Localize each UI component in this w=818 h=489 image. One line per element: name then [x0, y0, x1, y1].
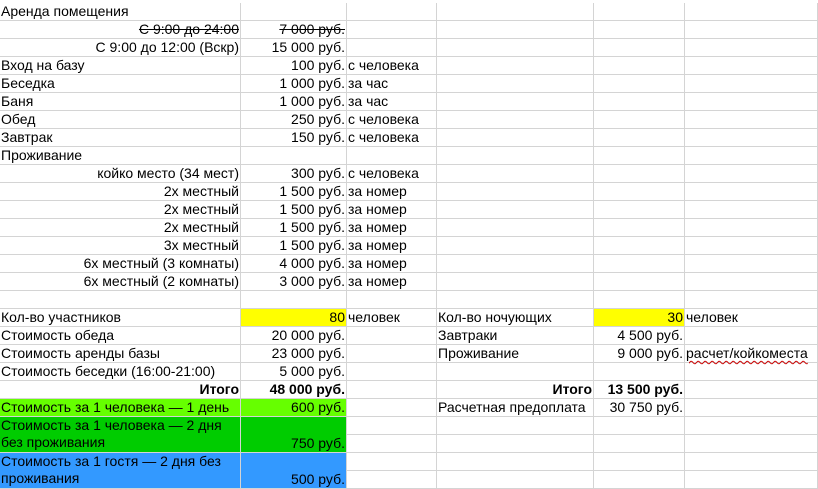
empty-cell[interactable]: [437, 165, 594, 183]
empty-cell[interactable]: [437, 219, 594, 237]
room-price[interactable]: 300 руб.: [241, 165, 347, 183]
room-unit[interactable]: за номер: [347, 237, 437, 255]
empty-cell[interactable]: [594, 3, 685, 21]
empty-cell[interactable]: [437, 93, 594, 111]
empty-cell[interactable]: [685, 291, 818, 309]
per-person-2day-value[interactable]: [241, 417, 347, 453]
participants-label[interactable]: Кол-во участников: [0, 309, 241, 327]
room-price[interactable]: 1 500 руб.: [241, 219, 347, 237]
guest-2day-value[interactable]: [241, 453, 347, 489]
empty-cell[interactable]: [437, 201, 594, 219]
service-price[interactable]: 100 руб.: [241, 57, 347, 75]
empty-cell[interactable]: [437, 237, 594, 255]
room-price[interactable]: 3 000 руб.: [241, 273, 347, 291]
empty-cell[interactable]: [685, 255, 818, 273]
empty-cell[interactable]: [685, 3, 818, 21]
guest-2day-label-line-1: Стоимость за 1 гостя — 2 дня без: [1, 453, 221, 469]
rental-slot2-label[interactable]: [0, 39, 241, 57]
empty-cell[interactable]: [685, 75, 818, 93]
service-name[interactable]: Завтрак: [0, 129, 241, 147]
empty-cell[interactable]: [594, 93, 685, 111]
lodging-cost-value[interactable]: 9 000 руб.: [594, 345, 685, 363]
room-unit[interactable]: за номер: [347, 219, 437, 237]
empty-cell[interactable]: [347, 327, 437, 345]
service-name[interactable]: Баня: [0, 93, 241, 111]
empty-cell[interactable]: [347, 399, 437, 417]
service-name[interactable]: Беседка: [0, 75, 241, 93]
overnight-label[interactable]: Кол-во ночующих: [437, 309, 594, 327]
empty-cell[interactable]: [594, 39, 685, 57]
empty-cell[interactable]: [347, 291, 437, 309]
empty-cell[interactable]: [241, 291, 347, 309]
lodging-cost-note[interactable]: [685, 345, 818, 363]
empty-cell[interactable]: [594, 57, 685, 75]
empty-cell[interactable]: [685, 111, 818, 129]
service-price[interactable]: 250 руб.: [241, 111, 347, 129]
empty-cell[interactable]: [437, 183, 594, 201]
empty-cell[interactable]: [594, 273, 685, 291]
empty-cell[interactable]: [437, 39, 594, 57]
empty-cell[interactable]: [437, 291, 594, 309]
empty-cell[interactable]: [437, 147, 594, 165]
service-price[interactable]: 1 000 руб.: [241, 75, 347, 93]
empty-cell[interactable]: [437, 111, 594, 129]
room-name[interactable]: 6х местный (3 комнаты): [0, 255, 241, 273]
per-person-2day-value-text: 750 руб.: [291, 435, 345, 451]
lodging-cost-note-text: расчет/койкоместа: [686, 345, 808, 361]
room-name[interactable]: 2х местный: [0, 219, 241, 237]
overnight-unit[interactable]: человек: [685, 309, 818, 327]
empty-cell[interactable]: [347, 21, 437, 39]
service-name[interactable]: Обед: [0, 111, 241, 129]
empty-cell[interactable]: [685, 147, 818, 165]
room-unit[interactable]: за номер: [347, 201, 437, 219]
empty-cell[interactable]: [437, 435, 594, 453]
per-person-2day-label-line-1: Стоимость за 1 человека — 2 дня: [1, 417, 222, 433]
empty-cell[interactable]: [685, 93, 818, 111]
empty-cell[interactable]: [437, 363, 594, 381]
prepay-label[interactable]: Расчетная предоплата: [437, 399, 594, 417]
empty-cell[interactable]: [594, 147, 685, 165]
empty-cell[interactable]: [437, 129, 594, 147]
room-price[interactable]: 1 500 руб.: [241, 201, 347, 219]
per-person-1day-value[interactable]: 600 руб.: [241, 399, 347, 417]
empty-cell[interactable]: [685, 399, 818, 417]
empty-cell[interactable]: [437, 57, 594, 75]
empty-cell[interactable]: [347, 39, 437, 57]
room-unit[interactable]: с человека: [347, 165, 437, 183]
lodging-cost-label[interactable]: Проживание: [437, 345, 594, 363]
room-price[interactable]: 1 500 руб.: [241, 183, 347, 201]
empty-cell[interactable]: [685, 363, 818, 381]
empty-cell[interactable]: [594, 129, 685, 147]
service-unit[interactable]: за час: [347, 75, 437, 93]
empty-cell[interactable]: [685, 435, 818, 453]
overnight-value[interactable]: 30: [594, 309, 685, 327]
service-unit[interactable]: с человека: [347, 57, 437, 75]
empty-cell[interactable]: [594, 201, 685, 219]
empty-cell[interactable]: [685, 183, 818, 201]
rental-slot1-price-text: 7 000 руб.: [279, 21, 345, 37]
participants-value[interactable]: 80: [241, 309, 347, 327]
empty-cell[interactable]: [594, 453, 685, 471]
participants-unit[interactable]: человек: [347, 309, 437, 327]
empty-cell[interactable]: [594, 435, 685, 453]
right-total-value[interactable]: 13 500 руб.: [594, 381, 685, 399]
service-price[interactable]: 150 руб.: [241, 129, 347, 147]
empty-cell[interactable]: [594, 165, 685, 183]
breakfasts-value[interactable]: 4 500 руб.: [594, 327, 685, 345]
empty-cell[interactable]: [594, 471, 685, 489]
empty-cell[interactable]: [685, 57, 818, 75]
guest-2day-value-text: 500 руб.: [291, 471, 345, 487]
gazebo-label[interactable]: Стоимость беседки (16:00-21:00): [0, 363, 241, 381]
empty-cell[interactable]: [685, 381, 818, 399]
rental-slot2-label-text: С 9:00 до 12:00 (Вскр): [95, 39, 239, 55]
empty-cell[interactable]: [347, 381, 437, 399]
service-unit[interactable]: за час: [347, 93, 437, 111]
empty-cell[interactable]: [594, 75, 685, 93]
empty-cell[interactable]: [437, 3, 594, 21]
lodging-header[interactable]: Проживание: [0, 147, 241, 165]
empty-cell[interactable]: [437, 417, 594, 435]
base-rent-label[interactable]: Стоимость аренды базы: [0, 345, 241, 363]
empty-cell[interactable]: [685, 201, 818, 219]
empty-cell[interactable]: [437, 21, 594, 39]
empty-cell[interactable]: [437, 75, 594, 93]
empty-cell[interactable]: [594, 417, 685, 435]
empty-cell[interactable]: [685, 417, 818, 435]
room-price[interactable]: 4 000 руб.: [241, 255, 347, 273]
empty-cell[interactable]: [241, 3, 347, 21]
empty-cell[interactable]: [347, 417, 437, 435]
empty-cell[interactable]: [685, 327, 818, 345]
empty-cell[interactable]: [347, 147, 437, 165]
empty-cell[interactable]: [685, 165, 818, 183]
empty-cell[interactable]: [241, 147, 347, 165]
service-name[interactable]: Вход на базу: [0, 57, 241, 75]
empty-cell[interactable]: [594, 237, 685, 255]
right-total-label[interactable]: Итого: [437, 381, 594, 399]
base-rent-value[interactable]: 23 000 руб.: [241, 345, 347, 363]
empty-cell[interactable]: [594, 219, 685, 237]
room-price[interactable]: 1 500 руб.: [241, 237, 347, 255]
empty-cell[interactable]: [347, 3, 437, 21]
empty-cell[interactable]: [347, 345, 437, 363]
service-unit[interactable]: с человека: [347, 111, 437, 129]
guest-2day-label-line-2: проживания: [1, 470, 80, 486]
empty-cell[interactable]: [685, 219, 818, 237]
empty-cell[interactable]: [437, 255, 594, 273]
left-total-label[interactable]: Итого: [0, 381, 241, 399]
empty-cell[interactable]: [594, 21, 685, 39]
lunch-cost-value[interactable]: 20 000 руб.: [241, 327, 347, 345]
room-name[interactable]: 2х местный: [0, 201, 241, 219]
empty-cell[interactable]: [685, 237, 818, 255]
empty-cell[interactable]: [685, 273, 818, 291]
per-person-2day-label[interactable]: [0, 417, 241, 453]
service-unit[interactable]: с человека: [347, 129, 437, 147]
rental-header[interactable]: Аренда помещения: [0, 3, 241, 21]
empty-cell[interactable]: [0, 291, 241, 309]
empty-cell[interactable]: [594, 111, 685, 129]
gazebo-value[interactable]: 5 000 руб.: [241, 363, 347, 381]
empty-cell[interactable]: [594, 291, 685, 309]
empty-cell[interactable]: [594, 183, 685, 201]
empty-cell[interactable]: [347, 435, 437, 453]
rental-slot1-label-text: С 9:00 до 24:00: [138, 21, 239, 37]
empty-cell[interactable]: [594, 363, 685, 381]
rental-slot2-price[interactable]: 15 000 руб.: [241, 39, 347, 57]
empty-cell[interactable]: [685, 453, 818, 471]
left-total-value[interactable]: 48 000 руб.: [241, 381, 347, 399]
empty-cell[interactable]: [685, 471, 818, 489]
service-price[interactable]: 1 000 руб.: [241, 93, 347, 111]
room-name[interactable]: 2х местный: [0, 183, 241, 201]
prepay-value[interactable]: 30 750 руб.: [594, 399, 685, 417]
empty-cell[interactable]: [685, 39, 818, 57]
room-name[interactable]: койко место (34 мест): [0, 165, 241, 183]
empty-cell[interactable]: [685, 21, 818, 39]
rental-slot1-label[interactable]: [0, 21, 241, 39]
empty-cell[interactable]: [347, 471, 437, 489]
per-person-2day-label-line-2: без проживания: [1, 434, 106, 450]
room-name[interactable]: 6х местный (2 комнаты): [0, 273, 241, 291]
empty-cell[interactable]: [347, 453, 437, 471]
breakfasts-label[interactable]: Завтраки: [437, 327, 594, 345]
empty-cell[interactable]: [594, 255, 685, 273]
empty-cell[interactable]: [437, 471, 594, 489]
room-unit[interactable]: за номер: [347, 273, 437, 291]
empty-cell[interactable]: [437, 273, 594, 291]
empty-cell[interactable]: [347, 363, 437, 381]
rental-slot1-price[interactable]: [241, 21, 347, 39]
per-person-1day-label[interactable]: Стоимость за 1 человека — 1 день: [0, 399, 241, 417]
room-unit[interactable]: за номер: [347, 183, 437, 201]
empty-cell[interactable]: [437, 453, 594, 471]
guest-2day-label[interactable]: [0, 453, 241, 489]
empty-cell[interactable]: [685, 129, 818, 147]
room-unit[interactable]: за номер: [347, 255, 437, 273]
lunch-cost-label[interactable]: Стоимость обеда: [0, 327, 241, 345]
room-name[interactable]: 3х местный: [0, 237, 241, 255]
